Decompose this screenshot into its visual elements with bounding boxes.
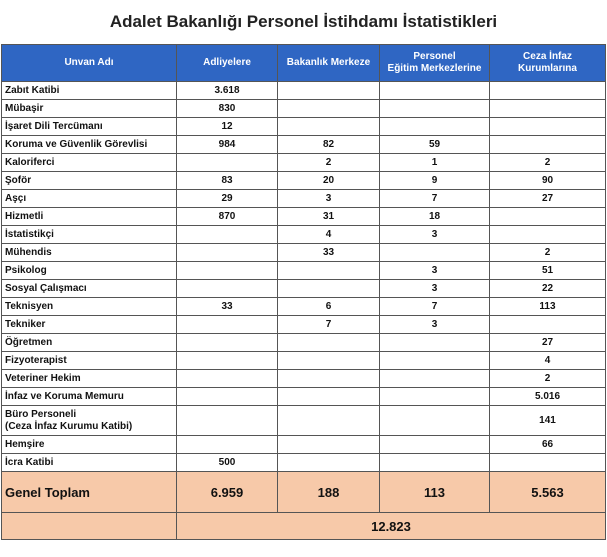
cell-pem <box>380 370 490 388</box>
header-bakanlik: Bakanlık Merkeze <box>278 45 380 82</box>
total-pem: 113 <box>380 472 490 513</box>
cell-bakanlik: 3 <box>278 190 380 208</box>
row-title <box>2 154 177 172</box>
row-title <box>2 208 177 226</box>
cell-adliye <box>177 280 278 298</box>
cell-adliye <box>177 244 278 262</box>
table-row <box>2 136 606 154</box>
table-row <box>2 172 606 190</box>
cell-adliye <box>177 436 278 454</box>
row-title <box>2 226 177 244</box>
row-title <box>2 244 177 262</box>
header-ceza-line1: Ceza İnfaz <box>523 51 572 62</box>
cell-ceza <box>490 208 606 226</box>
row-title-text: İcra Katibi <box>5 457 54 468</box>
cell-ceza <box>490 82 606 100</box>
cell-pem: 3 <box>380 262 490 280</box>
cell-ceza <box>490 136 606 154</box>
table-row <box>2 154 606 172</box>
row-title <box>2 334 177 352</box>
cell-bakanlik <box>278 388 380 406</box>
row-title <box>2 118 177 136</box>
cell-pem: 7 <box>380 298 490 316</box>
grand-total-spacer <box>2 513 177 540</box>
cell-adliye <box>177 370 278 388</box>
header-pem-line2: Eğitim Merkezlerine <box>387 63 482 74</box>
row-title-text: Fizyoterapist <box>5 355 67 366</box>
row-title-subtext: (Ceza İnfaz Kurumu Katibi) <box>5 420 133 432</box>
total-row <box>2 472 606 513</box>
cell-pem: 1 <box>380 154 490 172</box>
cell-ceza: 27 <box>490 334 606 352</box>
row-title-text: Hizmetli <box>5 211 44 222</box>
cell-bakanlik: 82 <box>278 136 380 154</box>
cell-ceza: 2 <box>490 154 606 172</box>
cell-adliye: 3.618 <box>177 82 278 100</box>
cell-ceza: 141 <box>490 406 606 436</box>
cell-pem: 18 <box>380 208 490 226</box>
cell-adliye <box>177 388 278 406</box>
row-title-text: Veteriner Hekim <box>5 373 81 384</box>
row-title-text: Sosyal Çalışmacı <box>5 283 87 294</box>
table-header-row <box>2 45 606 82</box>
cell-pem <box>380 244 490 262</box>
row-title <box>2 454 177 472</box>
cell-pem <box>380 406 490 436</box>
cell-bakanlik <box>278 262 380 280</box>
table-row <box>2 190 606 208</box>
cell-bakanlik <box>278 406 380 436</box>
table-row <box>2 298 606 316</box>
personnel-table <box>1 44 606 540</box>
row-title <box>2 82 177 100</box>
row-title <box>2 298 177 316</box>
table-row <box>2 208 606 226</box>
cell-pem: 3 <box>380 280 490 298</box>
cell-adliye: 12 <box>177 118 278 136</box>
cell-pem <box>380 436 490 454</box>
row-title <box>2 436 177 454</box>
cell-pem <box>380 388 490 406</box>
row-title-text: Aşçı <box>5 193 27 204</box>
header-pem-line1: Personel <box>413 51 456 62</box>
row-title-text: Öğretmen <box>5 337 53 348</box>
row-title-text: İnfaz ve Koruma Memuru <box>5 391 124 402</box>
row-title <box>2 262 177 280</box>
cell-bakanlik: 6 <box>278 298 380 316</box>
total-adliye: 6.959 <box>177 472 278 513</box>
cell-adliye <box>177 154 278 172</box>
table-row <box>2 352 606 370</box>
total-ceza: 5.563 <box>490 472 606 513</box>
row-title <box>2 190 177 208</box>
cell-ceza <box>490 100 606 118</box>
cell-bakanlik <box>278 82 380 100</box>
row-title <box>2 316 177 334</box>
cell-adliye <box>177 406 278 436</box>
row-title <box>2 406 177 436</box>
table-row <box>2 244 606 262</box>
cell-bakanlik: 2 <box>278 154 380 172</box>
row-title-text: Büro Personeli <box>5 408 77 420</box>
table-row <box>2 226 606 244</box>
cell-ceza: 4 <box>490 352 606 370</box>
cell-pem: 3 <box>380 226 490 244</box>
cell-pem: 9 <box>380 172 490 190</box>
cell-adliye: 830 <box>177 100 278 118</box>
cell-adliye <box>177 334 278 352</box>
grand-total-value: 12.823 <box>177 513 606 540</box>
cell-adliye <box>177 262 278 280</box>
table-row <box>2 118 606 136</box>
cell-ceza: 27 <box>490 190 606 208</box>
cell-adliye <box>177 352 278 370</box>
cell-bakanlik: 31 <box>278 208 380 226</box>
cell-bakanlik <box>278 100 380 118</box>
row-title-text: Şoför <box>5 175 32 186</box>
grand-total-row <box>2 513 606 540</box>
row-title <box>2 370 177 388</box>
table-row <box>2 370 606 388</box>
page-title: Adalet Bakanlığı Personel İstihdamı İstatistikleri <box>109 12 498 31</box>
header-unvan: Unvan Adı <box>2 45 177 82</box>
cell-ceza: 66 <box>490 436 606 454</box>
cell-pem <box>380 334 490 352</box>
cell-bakanlik <box>278 436 380 454</box>
table-row <box>2 406 606 436</box>
row-title <box>2 100 177 118</box>
row-title-text: Zabıt Katibi <box>5 85 60 96</box>
cell-ceza: 2 <box>490 370 606 388</box>
row-title-text: Koruma ve Güvenlik Görevlisi <box>5 139 148 150</box>
cell-ceza: 5.016 <box>490 388 606 406</box>
total-label: Genel Toplam <box>2 472 177 513</box>
cell-pem <box>380 352 490 370</box>
cell-adliye: 984 <box>177 136 278 154</box>
cell-ceza: 51 <box>490 262 606 280</box>
row-title <box>2 388 177 406</box>
cell-ceza <box>490 118 606 136</box>
cell-adliye: 500 <box>177 454 278 472</box>
cell-pem: 59 <box>380 136 490 154</box>
table-row <box>2 388 606 406</box>
row-title-text: İstatistikçi <box>5 229 54 240</box>
cell-bakanlik <box>278 454 380 472</box>
cell-adliye: 29 <box>177 190 278 208</box>
total-bakanlik: 188 <box>278 472 380 513</box>
row-title-text: Hemşire <box>5 439 45 450</box>
row-title-text: Tekniker <box>5 319 46 330</box>
cell-bakanlik <box>278 352 380 370</box>
row-title-text: Kaloriferci <box>5 157 55 168</box>
row-title <box>2 172 177 190</box>
cell-ceza: 22 <box>490 280 606 298</box>
row-title-text: Mühendis <box>5 247 52 258</box>
cell-bakanlik: 4 <box>278 226 380 244</box>
row-title-text: Mübaşir <box>5 103 44 114</box>
table-row <box>2 316 606 334</box>
cell-ceza: 90 <box>490 172 606 190</box>
row-title <box>2 136 177 154</box>
table-row <box>2 262 606 280</box>
cell-bakanlik: 33 <box>278 244 380 262</box>
cell-ceza <box>490 316 606 334</box>
table-row <box>2 100 606 118</box>
header-pem <box>380 45 490 82</box>
cell-adliye <box>177 316 278 334</box>
table-row <box>2 280 606 298</box>
table-row <box>2 334 606 352</box>
row-title-text: İşaret Dili Tercümanı <box>5 121 103 132</box>
cell-pem: 7 <box>380 190 490 208</box>
row-title-text: Teknisyen <box>5 301 54 312</box>
row-title <box>2 280 177 298</box>
cell-ceza: 113 <box>490 298 606 316</box>
cell-ceza <box>490 454 606 472</box>
row-title-text: Psikolog <box>5 265 47 276</box>
table-row <box>2 454 606 472</box>
row-title <box>2 352 177 370</box>
cell-ceza: 2 <box>490 244 606 262</box>
table-row <box>2 82 606 100</box>
cell-pem <box>380 118 490 136</box>
header-ceza-line2: Kurumlarına <box>518 63 577 74</box>
cell-adliye: 33 <box>177 298 278 316</box>
cell-pem <box>380 82 490 100</box>
cell-adliye: 870 <box>177 208 278 226</box>
table-row <box>2 436 606 454</box>
cell-ceza <box>490 226 606 244</box>
cell-pem: 3 <box>380 316 490 334</box>
header-ceza <box>490 45 606 82</box>
cell-bakanlik <box>278 118 380 136</box>
cell-pem <box>380 454 490 472</box>
cell-adliye <box>177 226 278 244</box>
header-adliye: Adliyelere <box>177 45 278 82</box>
cell-bakanlik <box>278 334 380 352</box>
cell-bakanlik <box>278 280 380 298</box>
cell-pem <box>380 100 490 118</box>
cell-adliye: 83 <box>177 172 278 190</box>
cell-bakanlik: 20 <box>278 172 380 190</box>
cell-bakanlik <box>278 370 380 388</box>
cell-bakanlik: 7 <box>278 316 380 334</box>
